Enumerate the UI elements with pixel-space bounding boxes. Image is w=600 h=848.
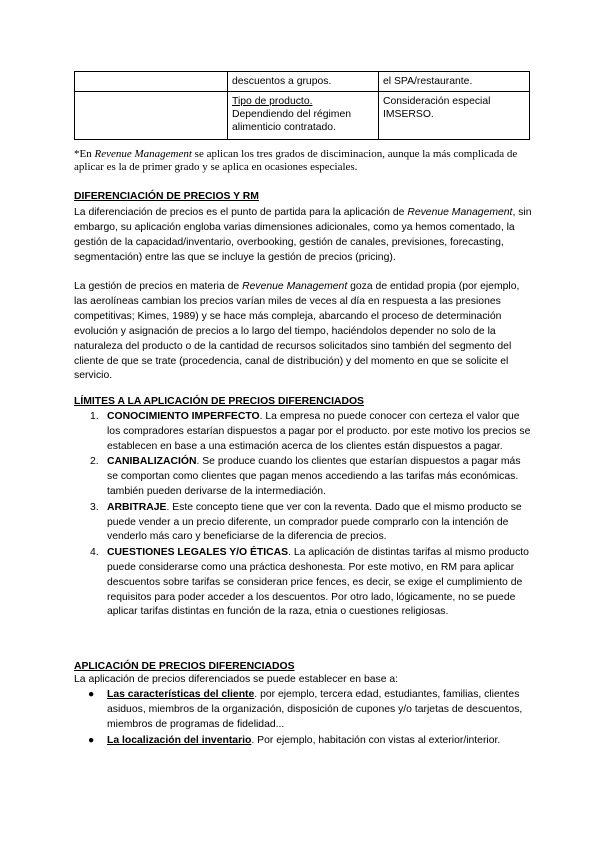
table-cell: el SPA/restaurante. xyxy=(379,72,530,92)
numbered-list xyxy=(74,410,534,620)
list-item xyxy=(74,501,534,545)
list-text: . Este concepto tiene que ver con la reventa. Dado que el mismo producto se puede vender a un precio diferente, un comprador puede comprarlo con la intención de venderlo más caro y beneficiarse de la diferencia de precios. xyxy=(107,501,522,543)
bullet-icon: ● xyxy=(88,735,95,747)
list-number: 1. xyxy=(90,411,99,422)
table-cell: Consideración especial IMSERSO. xyxy=(379,92,530,140)
list-keyword: CANIBALIZACIÓN xyxy=(107,456,197,468)
list-item xyxy=(74,688,534,732)
list-text: . Por ejemplo, habitación con vistas al exterior/interior. xyxy=(251,735,501,747)
paragraph-text: , sin embargo, su aplicación engloba varias dimensiones adicionales, como ya hemos comentado, la gestión de la capacidad/inventario, overbooking, gestión de canales, previsiones, forecasting, segmentación) entre las que se incluye la gestión de precios (pricing). xyxy=(74,207,532,263)
table-cell xyxy=(228,92,379,140)
paragraph xyxy=(74,206,534,266)
section-heading: DIFERENCIACIÓN DE PRECIOS Y RM xyxy=(74,191,259,202)
paragraph-text: goza de entidad propia (por ejemplo, las aerolíneas cambian los precios varían miles de veces al día en respuesta a las presiones competitivas; Kimes, 1989) y se hace más compleja, abarcando el proceso de determinación evolución y asignación de precios a lo largo del tiempo, haciéndolos depender no solo de la naturaleza del producto o de la cantidad de recursos solicitados sino también del segmento del cliente de que se trate (procedencia, canal de distribución) y del momento en que se solicite el servicio. xyxy=(74,281,520,382)
list-text: . Se produce cuando los clientes que estarían dispuestos a pagar más se comportan como clientes que pagan menos accediendo a las tarifas más económicas. también pueden derivarse de la intermediación. xyxy=(107,456,521,497)
table-cell xyxy=(75,92,228,140)
bullet-icon: ● xyxy=(88,689,95,700)
footnote-prefix: *En xyxy=(74,148,95,160)
list-keyword: La localización del inventario xyxy=(107,735,252,747)
list-item xyxy=(74,546,534,620)
list-text: . La aplicación de distintas tarifas al mismo producto puede considerarse como una práctica deshonesta. Por este motivo, en RM para aplicar descuentos sobre tarifas se consideran price fences, es decir, se exige el cumplimiento de requisitos para poder acceder a los descuentos. Por otro lado, lógicamente, no se puede aplicar tarifas distintas en función de la raza, etnia o cuestiones religiosas. xyxy=(107,547,529,618)
list-keyword: CUESTIONES LEGALES Y/O ÉTICAS xyxy=(107,547,289,559)
section-heading: LÍMITES A LA APLICACIÓN DE PRECIOS DIFERENCIADOS xyxy=(74,396,364,407)
table-cell xyxy=(75,72,228,92)
list-number: 2. xyxy=(90,456,99,468)
footnote-text: se aplican los tres grados de disciminacion, aunque la más complicada de aplicar es la de primer grado y se aplica en ocasiones especiales. xyxy=(74,148,518,173)
table-cell: descuentos a grupos. xyxy=(228,72,379,92)
list-text: . por ejemplo, tercera edad, estudiantes, familias, clientes asiduos, miembros de la organización, disposición de cupones y/o tarjetas de descuentos, miembros de programas de fidelidad... xyxy=(107,689,523,730)
list-keyword: ARBITRAJE xyxy=(107,501,167,513)
list-item xyxy=(74,410,534,454)
pricing-table xyxy=(74,71,530,140)
paragraph-italic: Revenue Management xyxy=(242,281,348,292)
paragraph xyxy=(74,280,534,384)
paragraph-text: La gestión de precios en materia de xyxy=(74,281,243,292)
paragraph: La aplicación de precios diferenciados se puede establecer en base a: xyxy=(74,674,399,685)
bullet-list xyxy=(74,688,534,749)
list-keyword: CONOCIMIENTO IMPERFECTO xyxy=(107,411,260,422)
cell-underlined-text: Tipo de producto. xyxy=(232,96,313,107)
list-text: . La empresa no puede conocer con certeza el valor que los compradores estarían dispuestos a pagar por el producto. por este motivo los precios se establecen en base a una estimación acerca de los clientes están dispuestos a pagar. xyxy=(107,411,531,452)
list-keyword: Las características del cliente xyxy=(107,689,255,700)
paragraph-italic: Revenue Management xyxy=(407,207,513,218)
list-item xyxy=(74,455,534,499)
section-heading: APLICACIÓN DE PRECIOS DIFERENCIADOS xyxy=(74,661,295,672)
list-number: 4. xyxy=(90,547,99,559)
paragraph-text: La diferenciación de precios es el punto de partida para la aplicación de xyxy=(74,207,408,218)
table-row xyxy=(75,92,530,140)
cell-text: Dependiendo del régimen alimenticio contratado. xyxy=(232,109,352,133)
footnote-italic: Revenue Management xyxy=(94,148,192,160)
footnote xyxy=(74,148,534,174)
list-number: 3. xyxy=(90,501,99,513)
table-row xyxy=(75,72,530,92)
list-item xyxy=(74,734,534,749)
